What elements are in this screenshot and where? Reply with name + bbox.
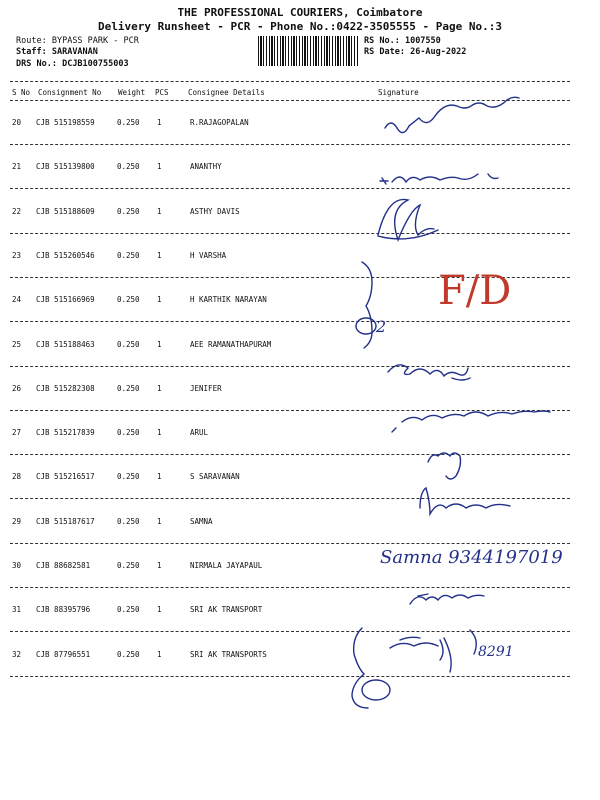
row-consignment-no: CJB 515166969 [36, 295, 95, 304]
row-pcs: 1 [157, 207, 162, 216]
signature-row-27 [428, 453, 461, 479]
col-consignment: Consignment No [38, 88, 102, 97]
row-sno: 31 [12, 605, 22, 614]
row-sno: 22 [12, 207, 22, 216]
row-sno: 21 [12, 162, 22, 171]
row-pcs: 1 [157, 118, 162, 127]
row-sno: 28 [12, 472, 22, 481]
barcode [258, 36, 358, 66]
row-consignee: SAMNA [190, 517, 213, 526]
row-divider [10, 454, 570, 455]
row-weight: 0.250 [117, 340, 140, 349]
row-consignee: R.RAJAGOPALAN [190, 118, 249, 127]
row-consignment-no: CJB 515187617 [36, 517, 95, 526]
row-consignment-no: CJB 515188463 [36, 340, 95, 349]
rs-no-label: RS No.: [364, 36, 400, 46]
row-sno: 23 [12, 251, 22, 260]
row-consignee: H KARTHIK NARAYAN [190, 295, 267, 304]
row-consignee: ARUL [190, 428, 209, 437]
row-consignment-no: CJB 515217839 [36, 428, 95, 437]
row-weight: 0.250 [117, 517, 140, 526]
row-consignment-no: CJB 88395796 [36, 605, 91, 614]
row-weight: 0.250 [117, 162, 140, 171]
row-sno: 24 [12, 295, 22, 304]
row-pcs: 1 [157, 340, 162, 349]
signature-row-30 [410, 594, 484, 604]
row-consignment-no: CJB 515139800 [36, 162, 95, 171]
row-sno: 27 [12, 428, 22, 437]
row-weight: 0.250 [117, 605, 140, 614]
rs-no-line [364, 36, 441, 46]
col-signature: Signature [378, 88, 419, 97]
row-pcs: 1 [157, 295, 162, 304]
row-pcs: 1 [157, 605, 162, 614]
row-sno: 26 [12, 384, 22, 393]
row-divider [10, 188, 570, 189]
signature-row-21 [380, 174, 498, 184]
drs-line [16, 59, 129, 69]
row-pcs: 1 [157, 561, 162, 570]
row-divider [10, 144, 570, 145]
col-weight: Weight [118, 88, 146, 97]
bracket-rows-31-32 [352, 628, 368, 708]
row-divider [10, 498, 570, 499]
drs-value: DCJB100755003 [62, 59, 129, 69]
row-31-number: 8291 [478, 644, 514, 660]
row-weight: 0.250 [117, 428, 140, 437]
row-sno: 29 [12, 517, 22, 526]
col-pcs: PCS [155, 88, 169, 97]
rs-date-label: RS Date: [364, 47, 405, 57]
row-pcs: 1 [157, 428, 162, 437]
row-divider [10, 233, 570, 234]
circled-two-lower [362, 680, 390, 700]
row-divider [10, 366, 570, 367]
row-consignment-no: CJB 515260546 [36, 251, 95, 260]
row-consignment-no: CJB 515282308 [36, 384, 95, 393]
row-divider [10, 321, 570, 322]
row-divider [10, 587, 570, 588]
bracket-rows-23-24 [362, 262, 372, 348]
col-consignee: Consignee Details [188, 88, 265, 97]
row-weight: 0.250 [117, 207, 140, 216]
route-line [16, 36, 139, 46]
staff-value: SARAVANAN [51, 47, 98, 57]
staff-line [16, 47, 98, 57]
row-consignee: JENIFER [190, 384, 222, 393]
row-weight: 0.250 [117, 650, 140, 659]
row-pcs: 1 [157, 384, 162, 393]
row-pcs: 1 [157, 517, 162, 526]
row-consignee: AEE RAMANATHAPURAM [190, 340, 272, 349]
row-divider [10, 543, 570, 544]
col-sno: S No [12, 88, 31, 97]
drs-label: DRS No.: [16, 59, 57, 69]
row-consignee: ANANTHY [190, 162, 222, 171]
samna-signature: Samna 9344197019 [380, 547, 563, 568]
signature-row-20 [385, 97, 519, 132]
row-weight: 0.250 [117, 384, 140, 393]
row-weight: 0.250 [117, 561, 140, 570]
row-weight: 0.250 [117, 118, 140, 127]
row-consignee: SRI AK TRANSPORT [190, 605, 263, 614]
row-weight: 0.250 [117, 472, 140, 481]
row-sno: 30 [12, 561, 22, 570]
row-consignment-no: CJB 515188609 [36, 207, 95, 216]
rs-date-line [364, 47, 466, 57]
route-label: Route: [16, 36, 47, 46]
row-sno: 20 [12, 118, 22, 127]
row-weight: 0.250 [117, 295, 140, 304]
fd-mark: F/D [438, 268, 512, 314]
row-divider [10, 631, 570, 632]
signature-row-31 [390, 630, 476, 672]
runsheet-subtitle: Delivery Runsheet - PCR - Phone No.:0422-3505555 - Page No.:3 [98, 20, 502, 33]
row-pcs: 1 [157, 650, 162, 659]
group-mark: 2 [376, 317, 387, 336]
header-divider-top [10, 81, 570, 82]
row-consignment-no: CJB 515216517 [36, 472, 95, 481]
row-sno: 25 [12, 340, 22, 349]
row-weight: 0.250 [117, 251, 140, 260]
row-pcs: 1 [157, 251, 162, 260]
row-consignment-no: CJB 515198559 [36, 118, 95, 127]
row-consignment-no: CJB 88682581 [36, 561, 91, 570]
row-consignee: S SARAVANAN [190, 472, 240, 481]
row-consignee: H VARSHA [190, 251, 227, 260]
row-consignee: NIRMALA JAYAPAUL [190, 561, 263, 570]
row-divider [10, 410, 570, 411]
row-sno: 32 [12, 650, 22, 659]
rs-no-value: 1007550 [404, 36, 441, 46]
row-pcs: 1 [157, 162, 162, 171]
signature-row-26 [392, 411, 550, 432]
header-divider-bottom [10, 100, 570, 101]
row-consignee: ASTHY DAVIS [190, 207, 240, 216]
staff-label: Staff: [16, 47, 47, 57]
row-divider [10, 676, 570, 677]
runsheet-title: THE PROFESSIONAL COURIERS, Coimbatore [177, 6, 423, 19]
row-divider [10, 277, 570, 278]
rs-date-value: 26-Aug-2022 [410, 47, 467, 57]
row-pcs: 1 [157, 472, 162, 481]
signature-row-25 [388, 365, 470, 380]
row-consignment-no: CJB 87796551 [36, 650, 91, 659]
signature-row-28 [420, 488, 510, 514]
row-consignee: SRI AK TRANSPORTS [190, 650, 267, 659]
route-value: BYPASS PARK - PCR [51, 36, 139, 46]
